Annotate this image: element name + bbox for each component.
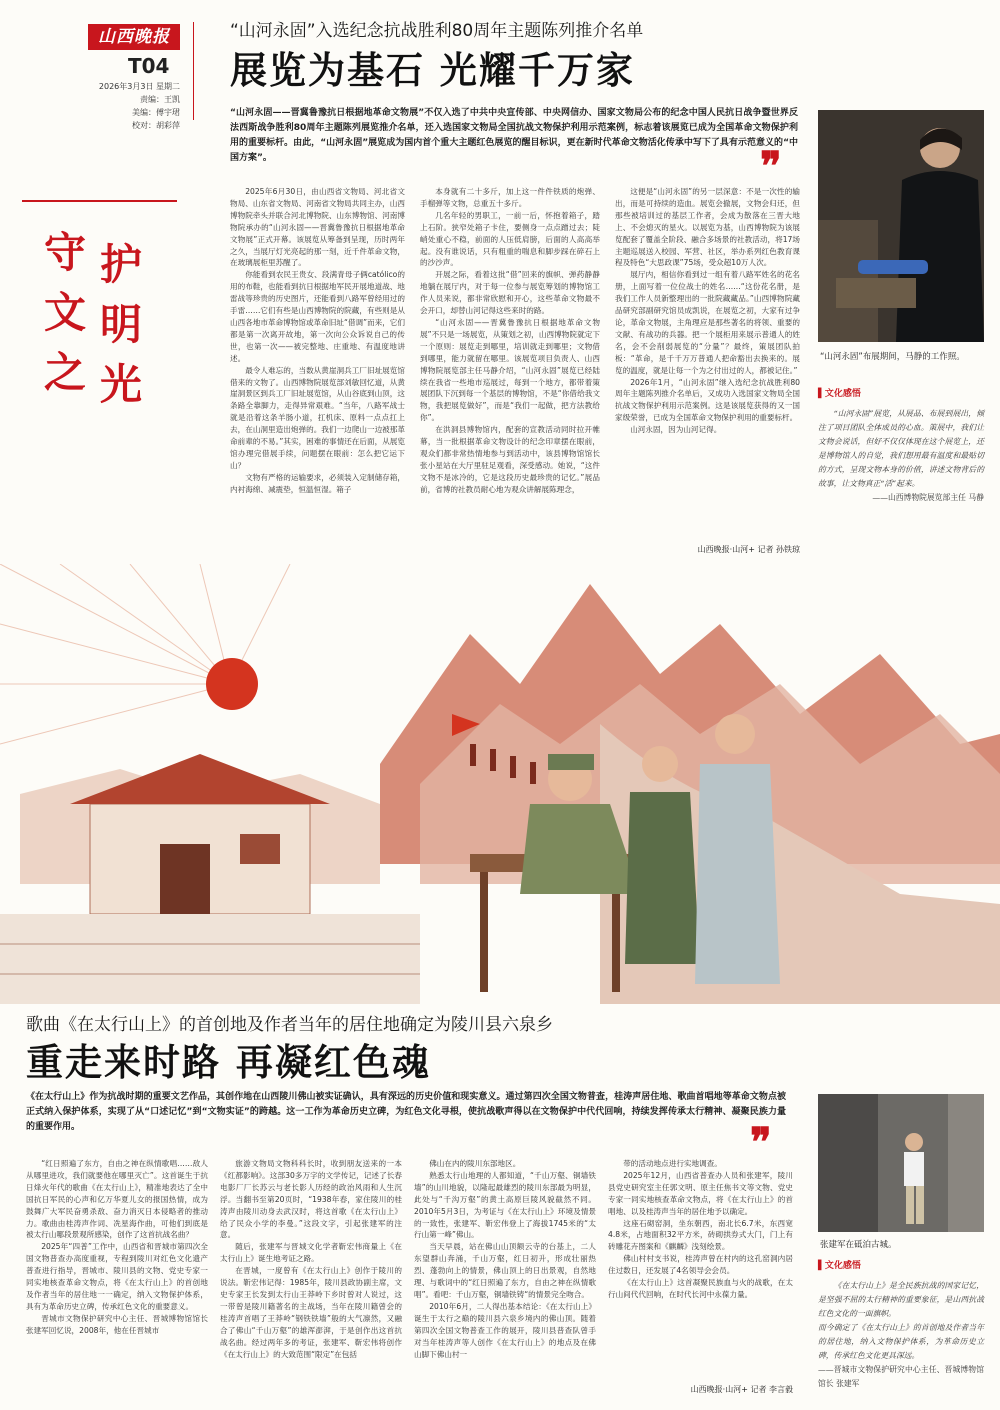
masthead-divider: [193, 22, 194, 120]
paragraph: 在晋城，一度曾有《在太行山上》创作于陵川的说法。靳宏伟记得：1985年，陵川县政协副主席，文史专家王长发到太行山王莽岭下乡时曾对人说过，这一带曾是陵川籍著名的主战场，当年在陵川籍曾会的桂涛声首唱了王莽岭“钢铁铁墙”般的大气凛然，又融合了佛山“千山万壑”的雄浑澎湃，于是创作出这首抗战名曲。经过两年多的考证，张建军、靳宏伟将创作《在太行山上》的大致范围“限定”在包括: [220, 1266, 402, 1359]
section-char: 护: [100, 240, 143, 289]
page-number: T04: [128, 54, 170, 78]
article2-kicker: 歌曲《在太行山上》的首创地及作者当年的居住地确定为陵川县六泉乡: [26, 1015, 553, 1035]
newspaper-logo: 山西晚报: [88, 24, 180, 50]
article1-column-3: [615, 186, 800, 546]
paragraph: 随后，张建军与晋城文化学者靳宏伟商量上《在太行山上》诞生地考证之路。: [220, 1242, 402, 1264]
proof-credit: 校对：胡彩萍: [132, 121, 180, 130]
paragraph: 旅游文物局文物科科长时，收到朋友送来的一本《红都影响》。这部30多万字的文学传记，记述了长春电影厂厂长苏云与老长影人历经的政治风雨和人生沉浮。当翻书至第20页时，“1938年春，家住陵川的桂涛声由陵川动身去武汉时，将这首歌《在太行山上》给了民众小学的李曼。”这段文字，引起张建军的注意。: [220, 1159, 402, 1240]
paragraph: 展厅内，相信你看到过一组有着八路军姓名的花名册，上面写着一位位战士的姓名……“这份花名册，是我们工作人员新整理出的一批院藏藏品。”山西博物院藏品研究部副研究馆员成凯说，在展览之初，大家有过争论，革命文物展，主角理应是那些著名的将领、重要的文献、有战功的兵器。把一个展柜用来展示普通人的姓名，会不会削弱展览的“分量”？最终，策展团队拍板：“革命，是千千万万普通人把命豁出去换来的。展览的温度，就是让每一个为之付出过的人，都被记住。”: [615, 270, 800, 375]
article2-column-2: [220, 1158, 402, 1398]
side-title-text: 文化感悟: [824, 1261, 861, 1271]
paragraph: 2026年1月，“山河永固”继入选纪念抗战胜利80周年主题陈列推介名单后，又成功入选国家文物局全国抗战文物保护利用示范案例。这是该展览获得的又一国家级荣誉，已成为全国革命文物保护利用的重要标杆。: [615, 377, 800, 423]
paragraph: 当天早晨，站在佛山山顶额云寺的台基上，二人东望群山奔涌，千山万壑，红日初升，形成壮丽热烈、蓬勃向上的情景，佛山顶上的日出景观，自然地理、与歌词中的“红日照遍了东方，自由之神在纵情歌唱”。看吧：千山万壑，铜墙铁铸“的情景完全吻合。: [414, 1242, 596, 1299]
paragraph: 你能看到农民王贵女、段满青母子俩católico的用的布鞋，也能看到抗日根据地军民开展地道战、地雷战等珍贵的历史图片，还能看到八路军曾经用过的手雷……它们有些是山西博物院的院藏，有些则是从山西各地市革命博物馆或革命旧址“借调”而来，它们都是第一次离开故地，第一次向公众诉说自己的传世，也第一次——被完整地、庄重地、有温度地讲述。: [230, 270, 405, 363]
paragraph: “山河永固——晋冀鲁豫抗日根据地革命文物展”不只是一场展览，从策划之初，山西博物院就定下一个原则：展览走到哪里，培训就走到哪里；文物借到哪里，能力就留在哪里。该展览项目负责人、山西博物院展览部主任马静介绍，“山河永固”展览已经陆续在我省一些地市巡展过，每到一个地方，都带着策展团队下沉到每一个基层的博物馆，不是“你借给我文物，我把展览做好”，而是“我们一起做，把方法教给你”。: [420, 317, 600, 423]
article2-lead: 《在太行山上》作为抗战时期的重要文艺作品，其创作地在山西陵川佛山被实证确认，具有深远的历史价值和现实意义。通过第四次全国文物普查，桂涛声居住地、歌曲首唱地等革命文物点被正式纳入保护体系，实现了从“口述记忆”到“文物实证”的跨越。这一工作为革命历史立碑，为红色文化寻根，使抗战歌声得以在文物保护中代代回响，持续发挥传承太行精神、凝聚民族力量的重要作用。: [26, 1092, 786, 1132]
article2-photo: [818, 1094, 984, 1232]
article1-kicker: “山河永固”入选纪念抗战胜利80周年主题陈列推介名单: [230, 21, 644, 41]
editor-credit: 责编：王凯: [140, 95, 180, 104]
paragraph: 《在太行山上》这首凝聚民族血与火的战歌，在太行山间代代回响，在时代长河中永葆力量。: [608, 1278, 793, 1299]
article2-side-text: 《在太行山上》是全民族抗战的国家记忆，是坚强不屈的太行精神的重要象征，是山西抗战红色文化的一面旗帜。 而今确定了《在太行山上》的首创地及作者当年的居住地，纳入文物保护体系，为革命历史立碑，传承红色文化更具深远。: [818, 1281, 984, 1360]
article2-headline: 重走来时路 再凝红色魂: [26, 1041, 431, 1084]
section-char: 明: [100, 300, 143, 349]
paragraph: 文物有严格的运输要求，必须装入定制储存箱，内衬海绵、减震垫，恒温恒湿。箱子: [230, 472, 405, 494]
paragraph: 佛山在内的陵川东部地区。: [429, 1159, 521, 1168]
article1-photo: [818, 110, 984, 342]
paragraph: “红日照遍了东方，自由之神在纵情歌唱……敌人从哪里进攻，我们就要他在哪里灭亡”。这首诞生于抗日烽火年代的歌曲《在太行山上》，精准地表达了全中国抗日军民的心声和亿万华夏儿女的报国热情，成为鼓舞广大军民奋勇杀敌、奋力消灭日本侵略者的推动力。歌曲由桂涛声作词、冼星海作曲，可他们到底是被太行山哪段景观所感染，创作了这首抗战名曲？: [26, 1159, 208, 1240]
quote-mark-icon: ❞: [760, 143, 782, 190]
paragraph: 在洪洞县博物馆内，配套的宣教活动同时拉开帷幕，当一批根据革命文物设计的纪念印章摆在眼前，观众们都非常热情地参与到活动中，该县博物馆馆长张小星站在大厅里驻足观看，深受感动。她说，“这件文物不是冰冷的，它是这段历史最珍贵的记忆。”展品前，省博的社教员耐心地为观众讲解展陈理念，: [420, 425, 600, 494]
paragraph: 2025年6月30日，由山西省文物局、河北省文物局、山东省文物局、河南省文物局共同主办，山西博物院牵头并联合河北博物院、山东博物馆、河南博物院承办的“山河永固——晋冀鲁豫抗日根据地革命文物展”正式开幕。该展览从筹备到呈现，历时两年之久，当展厅灯光亮起的那一刻，近千件革命文物，在玻璃展柜里苏醒了。: [230, 187, 405, 268]
section-char: 之: [44, 348, 87, 397]
rising-sun: [206, 658, 258, 710]
paragraph: 熟悉太行山地理的人都知道，“千山万壑、铜墙铁墙”的山川地貌，以隆起最雄烈的陵川东部最为明显，此处与“千沟万壑”的黄土高原巨陵风貌截然不同。2010年5月3日，为考证与《在太行山上》环境及情景的一致性，张建军、靳宏伟登上了海拔1745米的“太行山第一峰”佛山。: [414, 1170, 596, 1240]
article1-photo-caption: “山河永固”布展期间，马静的工作照。: [820, 352, 965, 362]
paragraph: 开展之际，看着这批“借”回来的旗帜、弹药静静地躺在展厅内，对于每一位参与展览筹划的博物馆工作人员来说，都非常欣慰和开心，这些革命文物最不会开口，却替山河记得这些来时的路。: [420, 270, 600, 316]
article1-headline: 展览为基石 光耀千万家: [230, 49, 635, 92]
article1-side-sign: ——山西博物院展览部主任 马静: [872, 493, 984, 502]
paragraph: 最令人难忘的，当数从黄崖洞兵工厂旧址展览馆借来的文物了。山西博物院展览部刘敏回忆道，从黄崖洞景区到兵工厂旧址展览馆，从山谷底到山顶，这条路全靠脚力，走得异常艰难。“当年，八路军战士就是沿着这条羊肠小道，扛机床、原料一点点扛上去，在山洞里造出炮弹的。我们一边爬山一边被那革命前辈的不易。”其实，困难的事情还在后面，从展览馆办理完借展手续，问题摆在眼前：怎么把它运下山？: [230, 365, 405, 470]
paragraph: 本身就有二十多斤，加上这一件件铁质的炮弹、手榴弹等文物，总重五十多斤。: [420, 187, 600, 208]
paragraph: 2010年6月，二人得出基本结论：《在太行山上》诞生于太行之巅的陵川县六泉乡境内的佛山顶。随着第四次全国文物普查工作的展开，陵川县普查队曾手对当年桂涛声等人创作《在太行山上》的地点及在佛山脚下佛山村一: [414, 1301, 596, 1359]
paragraph: 这座石砌窑洞，坐东朝西，南北长6.7米，东西宽4.8米，占地面积32平方米，砖砌拱券式大门，门上有砖雕花卉图案和《麒麟》浅刻绘景。: [608, 1218, 793, 1252]
article2-side-sign: ——晋城市文物保护研究中心主任、晋城博物馆馆长 张建军: [818, 1365, 984, 1388]
section-char: 文: [44, 288, 87, 337]
article1-column-1: [230, 186, 405, 568]
paragraph: 这便是“山河永固”的另一层深意：不是一次性的输出，而是可持续的造血。展览会撤展，文物会归还，但那些被培训过的基层工作者，会成为散落在三晋大地上、不会熄灭的星火。以展览为基，山西博物院为该展览配套了覆盖全阶段、融合多场景的社教活动，将17场主题巡展送入校园、军营、社区，举办系列红色教育课程及特色“大思政课”75场，受众超10万人次。: [615, 187, 800, 268]
article2-column-3: [414, 1158, 596, 1398]
article2-column-1: [26, 1158, 208, 1398]
designer-credit: 美编：傅宇珺: [132, 108, 180, 117]
paragraph: 佛山村村支书说，桂涛声曾在村内的这孔窑洞内居住过数日，还发展了4名领导会会员。: [608, 1254, 793, 1276]
side-title-text: 文化感悟: [824, 389, 861, 399]
article1-byline: 山西晚报·山河+ 记者 孙铁琼: [697, 545, 800, 554]
masthead-meta: [60, 80, 180, 132]
issue-date: 2026年3月3日 星期二: [98, 82, 180, 91]
paragraph: 2025年“四普”工作中，山西省和晋城市第四次全国文物普查办高度重视，专程到陵川对红色文化遗产普查进行指导，晋城市、陵川县的文物、党史专家一同实地核查革命文物点，将《在太行山上》的首创地及作者当年的居住地一一确定，纳入文物保护体系，具有为革命历史立碑，传承红色文化的重要意义。: [26, 1242, 208, 1311]
article1-side-text: “山河永固”展览，从展品、布展到展出，倾注了项目团队全体成员的心血。策展中，我们让文物会说话，但好不仅仅体现在这个展览上，还是博物馆人的自觉，我们想用最有温度和最贴切的方式，呈现文物本身的价值，讲述文物背后的故事，让文物真正“活”起来。: [818, 409, 984, 488]
paragraph: 晋城市文物保护研究中心主任、晋城博物馆馆长张建军回忆说，2008年，他在任晋城市: [26, 1313, 208, 1335]
paragraph: 带的活动地点进行实地调查。: [623, 1159, 722, 1168]
paragraph: 几名年轻的男职工，一前一后，怀抱着箱子，踏上石阶。狭窄处箱子卡住，要侧身一点点蹭过去；陡峭处重心不稳，前面的人压低肩膀，后面的人高高举起。没有谁说话，只有粗重的喘息和脚步踩在碎石上的沙沙声。: [420, 210, 600, 268]
paragraph: 2025年12月，山西省普查办人员和张建军，陵川县党史研究室主任郭文明、原主任焦书文等文物、党史专家一同实地核查革命文物点，将《在太行山上》的首唱地、以及桂涛声当年的居住地予以确定。: [608, 1170, 793, 1216]
red-history-illustration: [0, 564, 1000, 1004]
section-char: 守: [44, 228, 87, 277]
article2-column-4: [608, 1158, 793, 1380]
article1-lead: “山河永固——晋冀鲁豫抗日根据地革命文物展”不仅入选了中共中央宣传部、中央网信办、国家文物局公布的纪念中国人民抗日战争暨世界反法西斯战争胜利80周年主题陈列展览推介名单，还入选国家文物局全国抗战文物保护利用示范案例，标志着该展览已成为全国革命文物保护利用的重要标杆。由此，“山河永固”展览成为国内首个重大主题红色展览的醒目标识，更在新时代革命文物活化传承中写下了具有示范意义的“中国方案”。: [230, 108, 798, 163]
section-char: 光: [100, 360, 143, 409]
article1-column-2: [420, 186, 600, 568]
article1-side-title: ▌文化感悟: [818, 389, 861, 399]
article2-byline: 山西晚报·山河+ 记者 李言毅: [690, 1385, 793, 1394]
article2-side-title: ▌文化感悟: [818, 1261, 861, 1271]
article2-photo-caption: 张建军在砥泊古城。: [820, 1240, 897, 1250]
section-rule-top: [22, 200, 177, 202]
paragraph: 山河永固，因为山河记得。: [630, 425, 722, 435]
quote-mark-icon: ❞: [750, 1119, 772, 1166]
